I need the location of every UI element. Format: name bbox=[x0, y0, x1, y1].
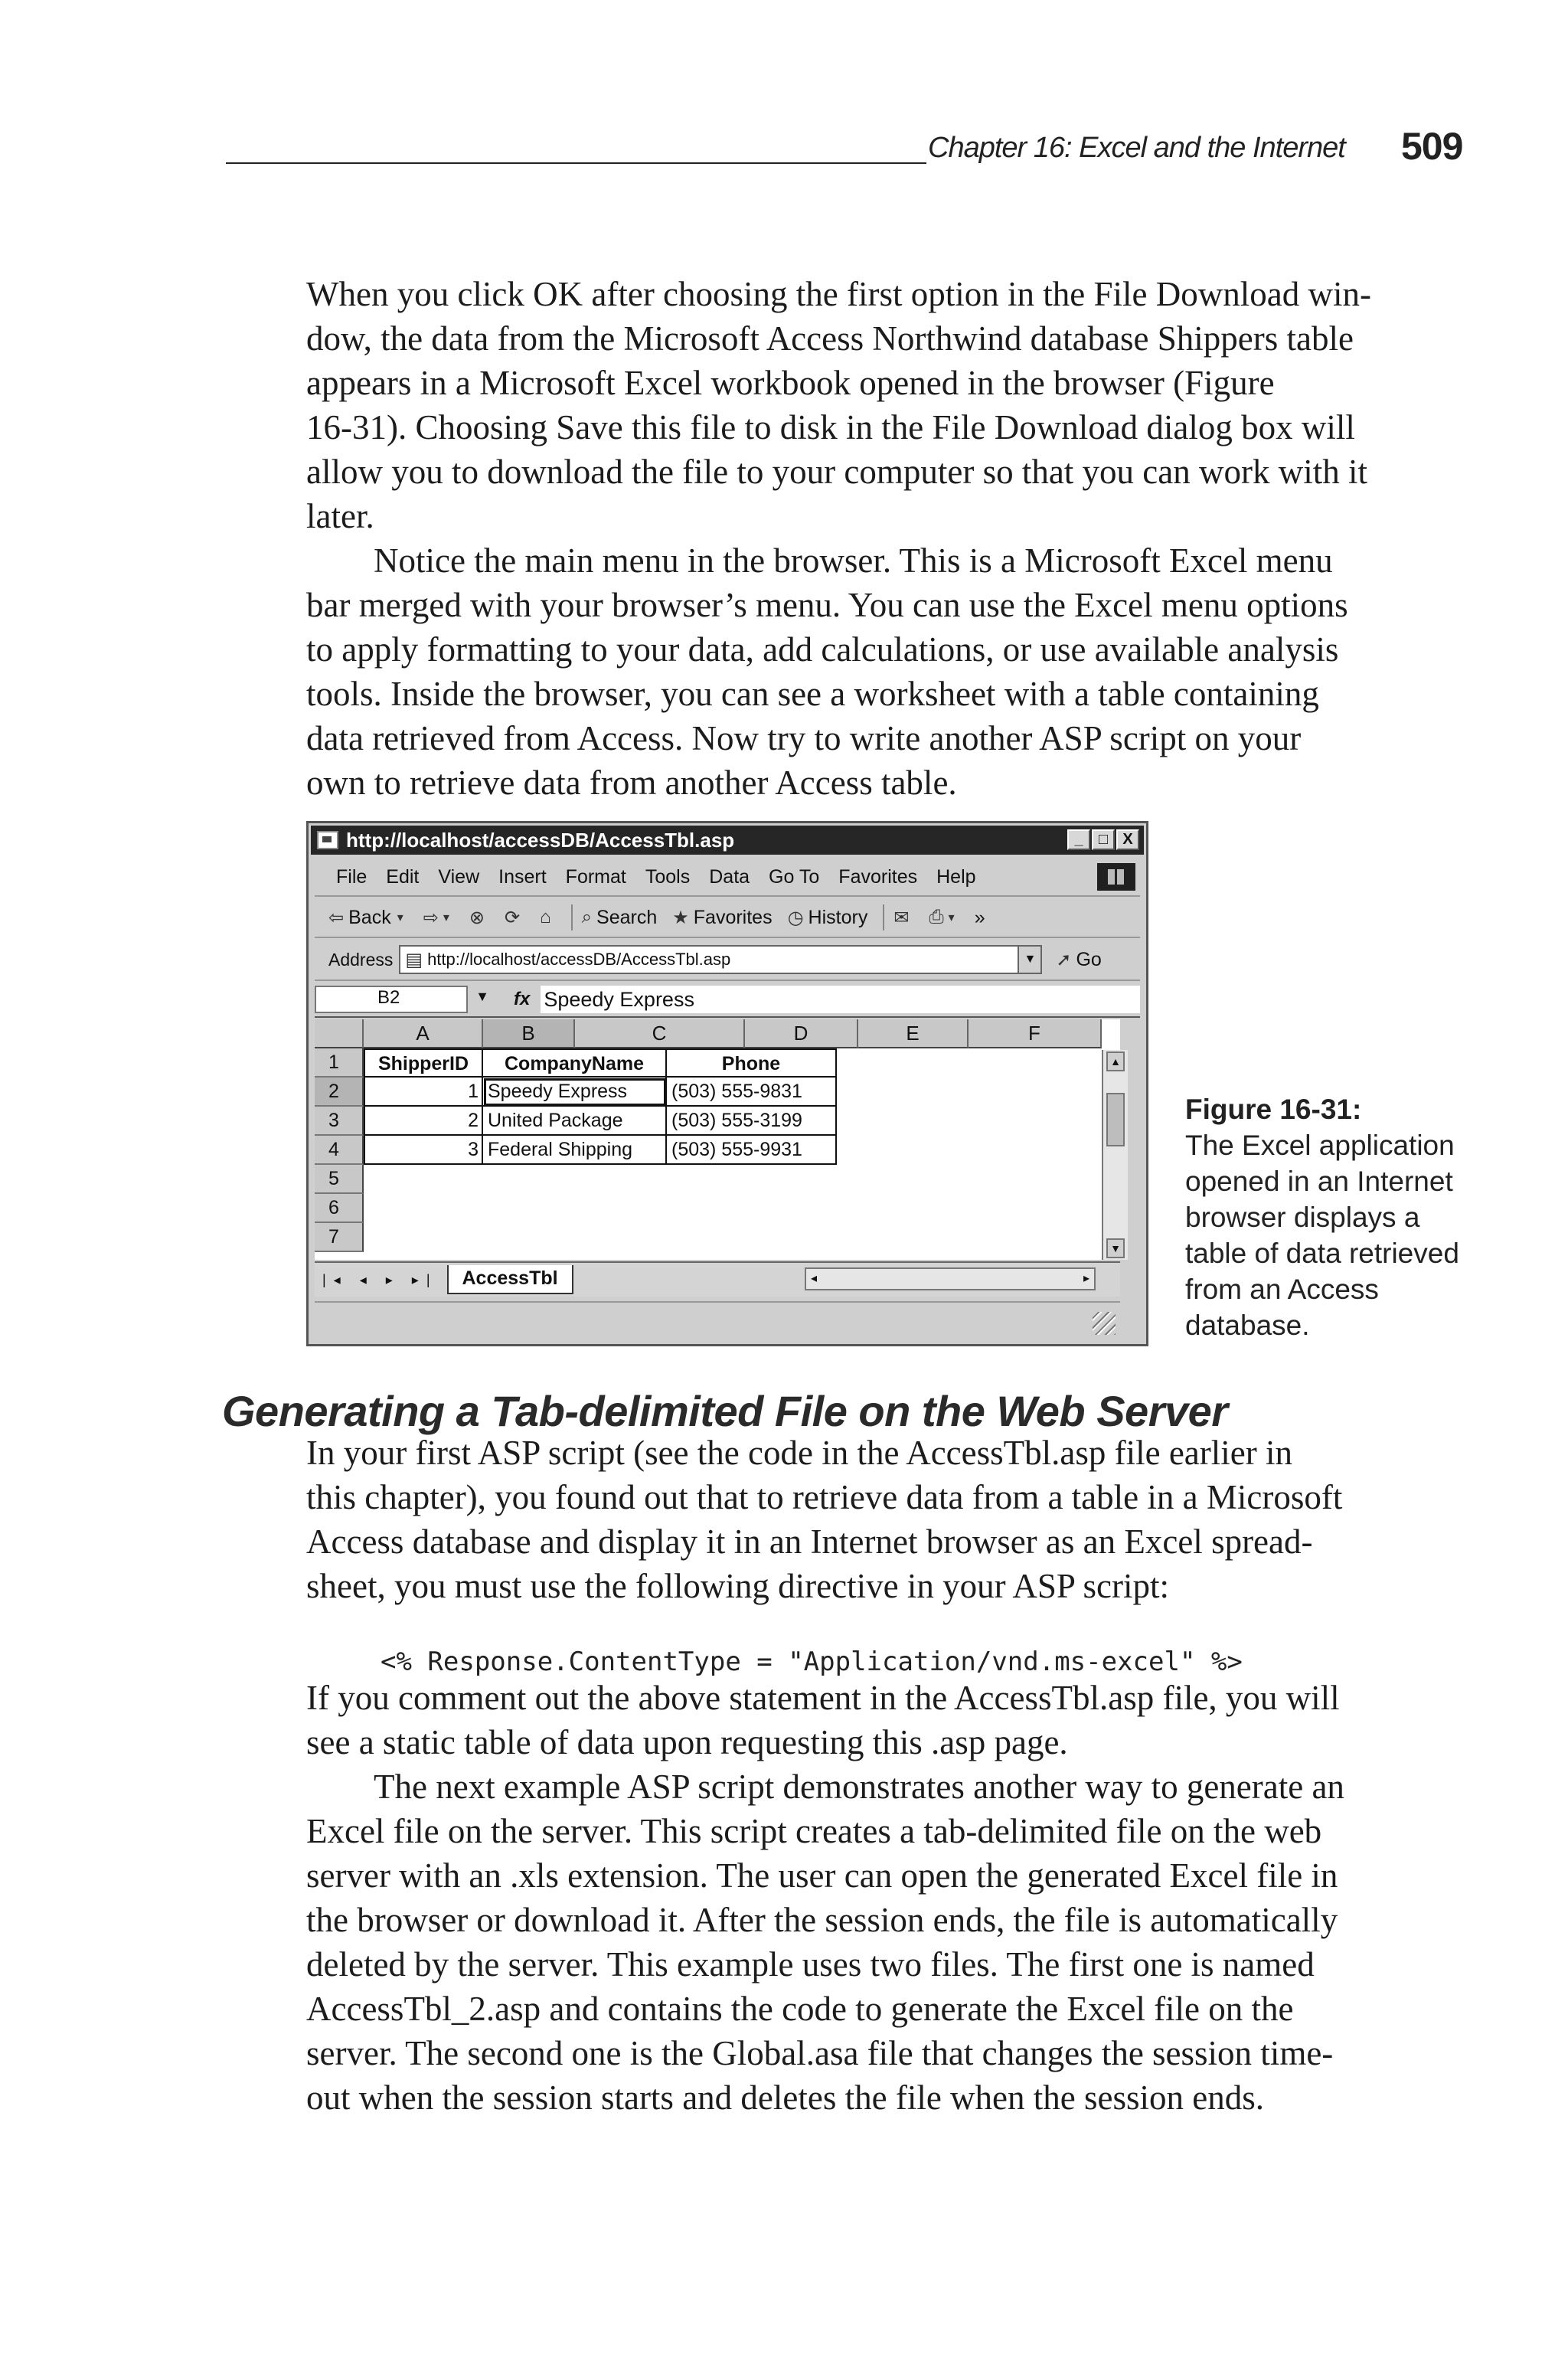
caption-line: opened in an Internet bbox=[1185, 1166, 1453, 1197]
menu-edit[interactable]: Edit bbox=[386, 865, 420, 888]
maximize-button[interactable]: □ bbox=[1092, 829, 1115, 850]
figure-caption bbox=[1185, 1091, 1514, 1343]
column-header-d[interactable]: D bbox=[745, 1019, 858, 1048]
scroll-down-icon[interactable]: ▼ bbox=[1106, 1238, 1125, 1258]
browser-window-icon bbox=[317, 831, 338, 849]
print-icon: ⎙ bbox=[929, 907, 944, 927]
column-header-b[interactable]: B bbox=[483, 1019, 575, 1048]
search-button[interactable] bbox=[582, 907, 658, 929]
text-line: When you click OK after choosing the first option in the File Download win- bbox=[306, 275, 1371, 313]
caption-line: from an Access bbox=[1185, 1274, 1379, 1305]
dropdown-icon: ▾ bbox=[397, 911, 403, 924]
search-icon: ⌕ bbox=[581, 907, 593, 927]
cell-c4[interactable]: (503) 555-9931 bbox=[667, 1136, 837, 1165]
home-button[interactable] bbox=[540, 907, 556, 928]
search-label: Search bbox=[596, 906, 658, 928]
cell-c3[interactable]: (503) 555-3199 bbox=[667, 1107, 837, 1136]
name-box-value: B2 bbox=[377, 987, 400, 1008]
running-header-chapter: Chapter 16: Excel and the Internet bbox=[928, 132, 1345, 164]
figure-label: Figure 16-31: bbox=[1185, 1094, 1362, 1125]
text-line: data retrieved from Access. Now try to write another ASP script on your bbox=[306, 719, 1302, 757]
address-label: Address bbox=[328, 949, 394, 970]
status-bar bbox=[315, 1301, 1120, 1339]
toolbar-separator bbox=[571, 904, 573, 930]
vertical-scrollbar[interactable] bbox=[1102, 1050, 1128, 1260]
text-line: bar merged with your browser’s menu. You can use the Excel menu options bbox=[306, 586, 1348, 624]
formula-bar bbox=[315, 983, 1140, 1018]
text-line: own to retrieve data from another Access table. bbox=[306, 764, 957, 802]
toolbar-separator bbox=[883, 904, 884, 930]
go-label: Go bbox=[1076, 948, 1102, 970]
cell-b4[interactable]: Federal Shipping bbox=[483, 1136, 667, 1165]
column-header-f[interactable]: F bbox=[969, 1019, 1102, 1048]
row-header-4[interactable]: 4 bbox=[315, 1136, 364, 1165]
dropdown-icon: ▾ bbox=[443, 911, 449, 924]
back-label: Back bbox=[348, 906, 391, 928]
scroll-right-icon[interactable]: ▸ bbox=[1083, 1272, 1089, 1285]
row-header-7[interactable]: 7 bbox=[315, 1223, 364, 1252]
menu-view[interactable]: View bbox=[438, 865, 480, 888]
row-header-2[interactable]: 2 bbox=[315, 1078, 364, 1107]
text-line: appears in a Microsoft Excel workbook opened in the browser (Figure bbox=[306, 364, 1275, 402]
text-line: the browser or download it. After the session ends, the file is automatically bbox=[306, 1901, 1338, 1939]
text-line: Access database and display it in an Internet browser as an Excel spread- bbox=[306, 1522, 1313, 1561]
text-line: see a static table of data upon requesting this .asp page. bbox=[306, 1723, 1068, 1761]
row-header-6[interactable]: 6 bbox=[315, 1194, 364, 1223]
text-line: this chapter), you found out that to retrieve data from a table in a Microsoft bbox=[306, 1478, 1343, 1516]
page-icon: ▤ bbox=[405, 949, 423, 970]
horizontal-scrollbar[interactable] bbox=[805, 1267, 1096, 1290]
select-all-corner[interactable] bbox=[315, 1019, 364, 1048]
paragraph-intro-1 bbox=[306, 272, 1485, 538]
text-line: to apply formatting to your data, add calculations, or use available analysis bbox=[306, 630, 1339, 669]
text-line: AccessTbl_2.asp and contains the code to generate the Excel file on the bbox=[306, 1990, 1294, 2028]
back-button[interactable] bbox=[328, 907, 408, 929]
text-line: out when the session starts and deletes the file when the session ends. bbox=[306, 2078, 1264, 2117]
text-line: Notice the main menu in the browser. This is a Microsoft Excel menu bbox=[374, 541, 1333, 580]
window-controls bbox=[1067, 829, 1139, 850]
column-header-c[interactable]: C bbox=[575, 1019, 745, 1048]
scroll-thumb[interactable] bbox=[1106, 1093, 1125, 1146]
sheet-tab-bar bbox=[315, 1261, 1120, 1297]
formula-input[interactable]: Speedy Express bbox=[541, 986, 1140, 1013]
go-arrow-icon: ➚ bbox=[1056, 949, 1072, 970]
browser-title: http://localhost/accessDB/AccessTbl.asp bbox=[346, 828, 735, 852]
paragraph-section-3 bbox=[306, 1764, 1485, 2120]
dropdown-icon: ▾ bbox=[948, 911, 955, 924]
function-icon[interactable]: fx bbox=[514, 989, 531, 1009]
more-chevron-icon: » bbox=[974, 906, 985, 928]
menu-help[interactable]: Help bbox=[936, 865, 976, 888]
resize-grip-icon[interactable] bbox=[1093, 1312, 1116, 1335]
section-heading: Generating a Tab-delimited File on the Web Server bbox=[222, 1387, 1228, 1435]
windows-logo-icon bbox=[1097, 863, 1135, 891]
cell-b1[interactable]: CompanyName bbox=[483, 1048, 667, 1078]
cell-a4[interactable]: 3 bbox=[364, 1136, 483, 1165]
refresh-button[interactable] bbox=[505, 907, 524, 929]
text-line: Excel file on the server. This script creates a tab-delimited file on the web bbox=[306, 1812, 1322, 1850]
code-directive: <% Response.ContentType = "Application/vnd.ms-excel" %> bbox=[381, 1647, 1243, 1677]
paragraph-section-2 bbox=[306, 1676, 1485, 1764]
browser-title-bar bbox=[311, 826, 1144, 855]
caption-line: table of data retrieved bbox=[1185, 1238, 1459, 1269]
address-value: http://localhost/accessDB/AccessTbl.asp bbox=[427, 950, 731, 969]
cell-c2[interactable]: (503) 555-9831 bbox=[667, 1078, 837, 1107]
text-line: dow, the data from the Microsoft Access Northwind database Shippers table bbox=[306, 319, 1354, 358]
caption-line: browser displays a bbox=[1185, 1202, 1420, 1233]
forward-button[interactable] bbox=[423, 907, 454, 929]
name-box[interactable] bbox=[315, 986, 489, 1013]
menu-favorites[interactable]: Favorites bbox=[838, 865, 918, 888]
address-input[interactable] bbox=[399, 945, 1042, 974]
caption-line: database. bbox=[1185, 1310, 1310, 1341]
menu-data[interactable]: Data bbox=[709, 865, 750, 888]
cell-b2[interactable]: Speedy Express bbox=[483, 1078, 667, 1107]
favorites-icon: ★ bbox=[672, 907, 689, 928]
cell-c1[interactable]: Phone bbox=[667, 1048, 837, 1078]
sheet-tab-accesstbl[interactable]: AccessTbl bbox=[447, 1265, 573, 1294]
scroll-up-icon[interactable]: ▲ bbox=[1106, 1051, 1125, 1071]
back-arrow-icon: ⇦ bbox=[328, 907, 345, 928]
column-header-e[interactable]: E bbox=[858, 1019, 969, 1048]
history-button[interactable] bbox=[788, 907, 868, 929]
page-number: 509 bbox=[1401, 125, 1463, 168]
minimize-button[interactable]: _ bbox=[1067, 829, 1090, 850]
cell-a3[interactable]: 2 bbox=[364, 1107, 483, 1136]
text-line: 16-31). Choosing Save this file to disk in the File Download dialog box will bbox=[306, 408, 1355, 446]
row-header-5[interactable]: 5 bbox=[315, 1165, 364, 1194]
favorites-button[interactable] bbox=[672, 907, 772, 929]
worksheet-grid bbox=[315, 1019, 1120, 1260]
history-label: History bbox=[808, 906, 868, 928]
chevron-down-icon[interactable]: ▼ bbox=[475, 989, 489, 1004]
paragraph-section-1 bbox=[306, 1431, 1485, 1608]
print-button[interactable] bbox=[929, 907, 959, 928]
browser-toolbar bbox=[315, 898, 1140, 938]
text-line: In your first ASP script (see the code in the AccessTbl.asp file earlier in bbox=[306, 1434, 1292, 1472]
forward-arrow-icon: ⇨ bbox=[423, 907, 439, 928]
header-rule bbox=[226, 162, 926, 164]
text-line: server. The second one is the Global.asa file that changes the session time- bbox=[306, 2034, 1334, 2072]
mail-icon: ✉ bbox=[893, 907, 910, 928]
caption-line: The Excel application bbox=[1185, 1130, 1455, 1161]
stop-button[interactable] bbox=[469, 907, 489, 929]
menu-file[interactable]: File bbox=[336, 865, 368, 888]
text-line: allow you to download the file to your computer so that you can work with it bbox=[306, 453, 1367, 491]
text-line: If you comment out the above statement in the AccessTbl.asp file, you will bbox=[306, 1679, 1340, 1717]
paragraph-intro-2 bbox=[306, 538, 1485, 805]
stop-icon: ⊗ bbox=[469, 907, 485, 928]
menu-insert[interactable]: Insert bbox=[498, 865, 547, 888]
cell-a1[interactable]: ShipperID bbox=[364, 1048, 483, 1078]
go-button[interactable] bbox=[1056, 949, 1101, 971]
favorites-label: Favorites bbox=[693, 906, 773, 928]
text-line: sheet, you must use the following directive in your ASP script: bbox=[306, 1567, 1169, 1605]
cell-a2[interactable]: 1 bbox=[364, 1078, 483, 1107]
text-line: tools. Inside the browser, you can see a worksheet with a table containing bbox=[306, 675, 1319, 713]
figure-screenshot bbox=[306, 821, 1148, 1346]
cell-b3[interactable]: United Package bbox=[483, 1107, 667, 1136]
text-line: The next example ASP script demonstrates another way to generate an bbox=[374, 1768, 1344, 1806]
close-button[interactable]: X bbox=[1116, 829, 1139, 850]
scroll-left-icon[interactable]: ◂ bbox=[811, 1272, 818, 1285]
home-icon: ⌂ bbox=[540, 907, 551, 927]
history-icon: ◷ bbox=[787, 907, 804, 928]
menu-go-to[interactable]: Go To bbox=[769, 865, 820, 888]
text-line: deleted by the server. This example uses two files. The first one is named bbox=[306, 1945, 1315, 1984]
sheet-nav-arrows-icon[interactable]: |◂ ◂ ▸ ▸| bbox=[322, 1271, 438, 1287]
column-header-a[interactable]: A bbox=[364, 1019, 483, 1048]
address-bar bbox=[315, 940, 1140, 981]
text-line: server with an .xls extension. The user can open the generated Excel file in bbox=[306, 1856, 1338, 1895]
menu-bar bbox=[315, 858, 1140, 897]
menu-format[interactable]: Format bbox=[565, 865, 626, 888]
refresh-icon: ⟳ bbox=[504, 907, 521, 928]
row-header-1[interactable]: 1 bbox=[315, 1048, 364, 1078]
row-header-3[interactable]: 3 bbox=[315, 1107, 364, 1136]
text-line: later. bbox=[306, 497, 374, 535]
address-dropdown-button[interactable]: ▼ bbox=[1018, 947, 1040, 973]
mail-button[interactable] bbox=[893, 907, 913, 929]
menu-tools[interactable]: Tools bbox=[645, 865, 691, 888]
toolbar-more-button[interactable] bbox=[975, 907, 985, 929]
